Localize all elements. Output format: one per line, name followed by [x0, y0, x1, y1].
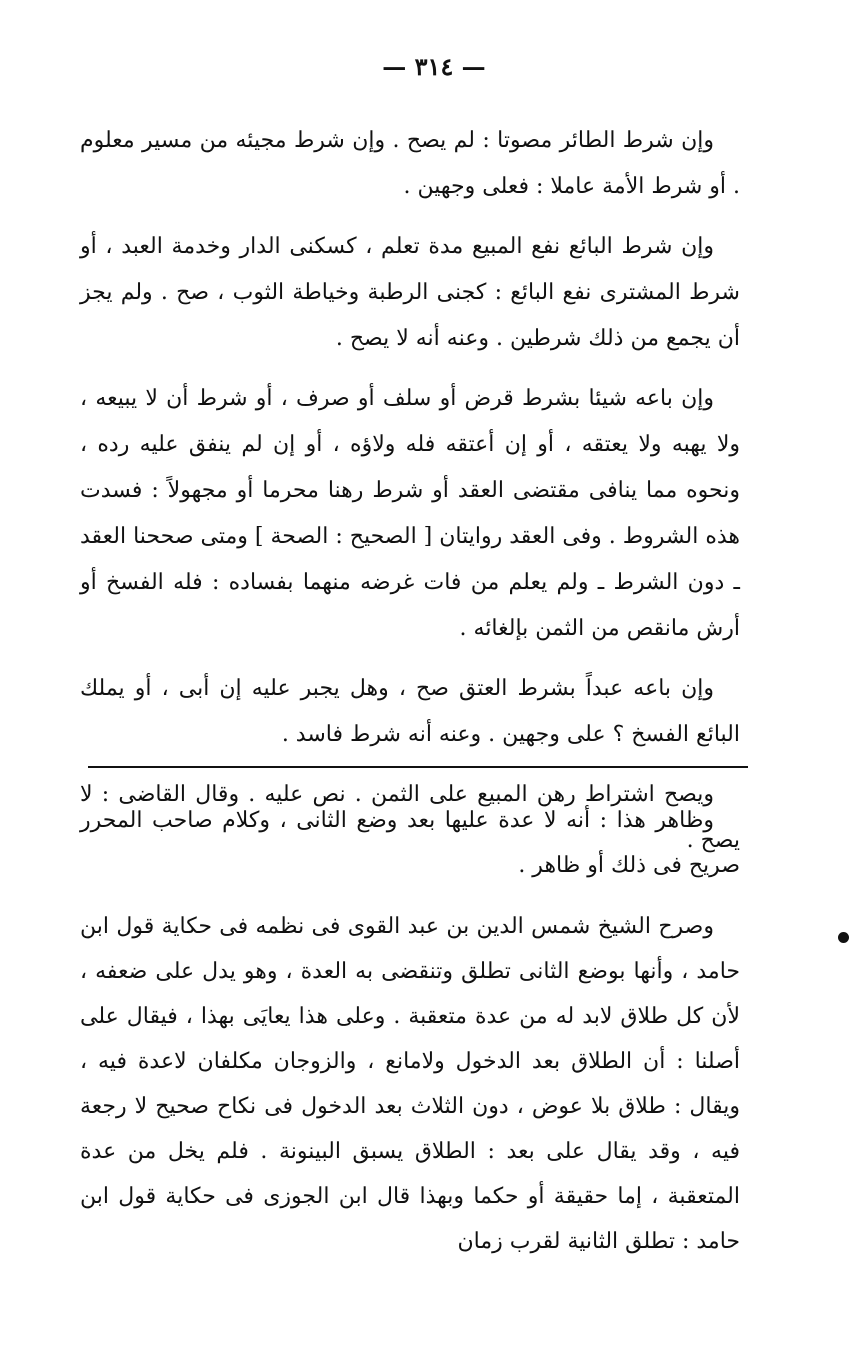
page-number: — ٣١٤ —: [382, 52, 486, 81]
footnote-divider: [88, 766, 748, 768]
margin-dot: [838, 932, 849, 943]
main-paragraph-4: وإن باعه عبداً بشرط العتق صح ، وهل يجبر عليه إن أبى ، أو يملك البائع الفسخ ؟ على وجهين . وعنه أنه شرط فاسد .: [80, 676, 740, 747]
footnote-paragraph-1: وظاهر هذا : أنه لا عدة عليها بعد وضع الثانى ، وكلام صاحب المحرر صريح فى ذلك أو ظاهر .: [80, 808, 740, 878]
main-paragraph-5: ويصح اشتراط رهن المبيع على الثمن . نص عليه . وقال القاضى : لا يصح .: [80, 782, 740, 853]
footnote-text: [80, 798, 740, 1280]
main-paragraph-3: وإن باعه شيئا بشرط قرض أو سلف أو صرف ، أو شرط أن لا يبيعه ، ولا يهبه ولا يعتقه ، أو إن أعتقه فله ولاؤه ، أو إن لم ينفق عليه رده ، ونحوه مما ينافى مقتضى العقد أو شرط رهنا محرما أو مجهولاً : فسدت هذه الشروط . وفى العقد روايتان [ الصحيح : الصحة ] ومتى صححنا العقد ـ دون الشرط ـ ولم يعلم من فات غرضه منهما بفساده : فله الفسخ أو أرش مانقص من الثمن بإلغائه .: [79, 386, 740, 641]
main-paragraph-1: وإن شرط الطائر مصوتا : لم يصح . وإن شرط مجيئه من مسير معلوم . أو شرط الأمة عاملا : فعلى وجهين .: [80, 128, 740, 199]
main-text: [80, 118, 740, 878]
footnote-paragraph-2: وصرح الشيخ شمس الدين بن عبد القوى فى نظمه فى حكاية قول ابن حامد ، وأنها بوضع الثانى تطلق وتنقضى به العدة ، وهو يدل على ضعفه ، لأن كل طلاق لابد له من عدة متعقبة . وعلى هذا يعايَى بهذا ، فيقال على أصلنا : أن الطلاق بعد الدخول ولامانع ، والزوجان مكلفان لاعدة فيه ، ويقال : طلاق بلا عوض ، دون الثلاث بعد الدخول فى نكاح صحيح لا رجعة فيه ، وقد يقال على بعد : الطلاق يسبق البينونة . فلم يخل من عدة المتعقبة ، إما حقيقة أو حكما وبهذا قال ابن الجوزى فى حكاية قول ابن حامد : تطلق الثانية لقرب زمان: [80, 914, 740, 1254]
main-paragraph-2: وإن شرط البائع نفع المبيع مدة تعلم ، كسكنى الدار وخدمة العبد ، أو شرط المشترى نفع البائع : كجنى الرطبة وخياطة الثوب ، صح . ولم يجز أن يجمع من ذلك شرطين . وعنه أنه لا يصح .: [80, 234, 740, 351]
